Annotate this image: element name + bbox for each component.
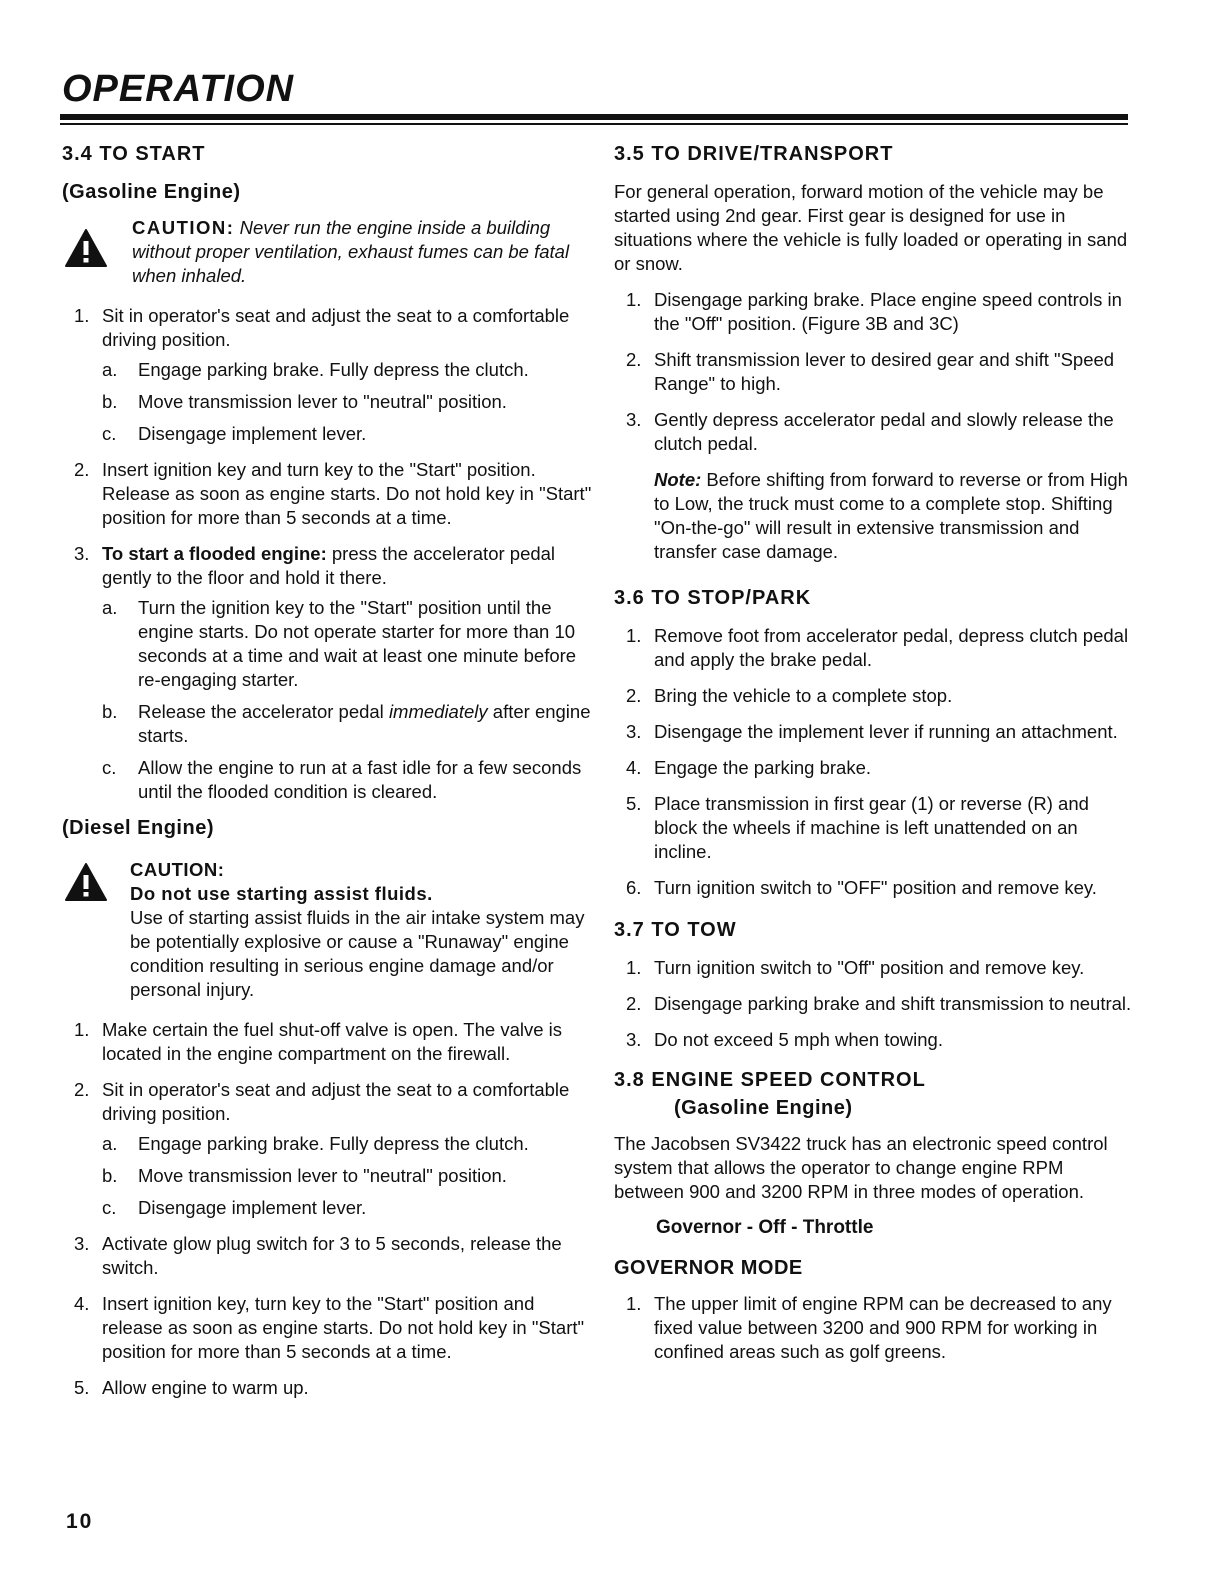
- drive-note: [614, 468, 1134, 564]
- list-item: [614, 624, 1134, 672]
- list-item: [614, 1292, 1134, 1364]
- step-text: Shift transmission lever to desired gear and shift "Speed Range" to high.: [654, 349, 1115, 394]
- step-text: Turn ignition switch to "Off" position and remove key.: [654, 957, 1085, 978]
- section-3-4-heading: 3.4 TO START: [62, 143, 206, 165]
- step-lead: To start a flooded engine:: [102, 543, 327, 564]
- step-text: Sit in operator's seat and adjust the seat to a comfortable driving position.: [102, 1079, 570, 1124]
- diesel-caution: [62, 858, 592, 1002]
- substep-text: Release the accelerator pedal: [138, 701, 389, 722]
- step-text: Do not exceed 5 mph when towing.: [654, 1029, 943, 1050]
- stop-steps: [614, 624, 1134, 900]
- step-text: Engage the parking brake.: [654, 757, 872, 778]
- step-text: Allow engine to warm up.: [102, 1377, 309, 1398]
- step-number: 1.: [626, 625, 642, 646]
- step-text: Activate glow plug switch for 3 to 5 seconds, release the switch.: [102, 1233, 562, 1278]
- list-item: [62, 1018, 592, 1066]
- step-number: 2.: [74, 459, 90, 480]
- list-item: [614, 792, 1134, 864]
- substep-text: Turn the ignition key to the "Start" position until the engine starts. Do not operate starter for more than 10 seconds at a time and wait at least one minute before re-engaging starter.: [138, 597, 577, 690]
- caution-label: CAUTION:: [130, 859, 225, 880]
- list-item: [102, 596, 592, 692]
- substep-letter: b.: [102, 391, 118, 412]
- section-3-8-heading: 3.8 ENGINE SPEED CONTROL: [614, 1069, 926, 1091]
- caution-text: Use of starting assist fluids in the air intake system may be potentially explosive or cause a "Runaway" engine condition resulting in serious engine damage and/or personal injury.: [130, 907, 585, 1000]
- step-text: The upper limit of engine RPM can be decreased to any fixed value between 3200 and 900 RPM for working in confined areas such as golf greens.: [654, 1293, 1112, 1362]
- list-item: [614, 992, 1134, 1016]
- step-text: Turn ignition switch to "OFF" position and remove key.: [654, 877, 1097, 898]
- list-item: [614, 720, 1134, 744]
- step-number: 1.: [626, 957, 642, 978]
- section-3-6-heading: 3.6 TO STOP/PARK: [614, 587, 812, 609]
- step-number: 4.: [74, 1293, 90, 1314]
- list-item: [102, 1132, 592, 1156]
- list-item: [62, 542, 592, 804]
- list-item: [614, 408, 1134, 456]
- page-number: 10: [66, 1510, 94, 1533]
- title-rule-thin: [60, 123, 1128, 125]
- list-item: [102, 390, 592, 414]
- left-column: [62, 142, 592, 1412]
- note-text: Before shifting from forward to reverse or from High to Low, the truck must come to a complete stop. Shifting "On-the-go" will result in extensive transmission and transfer case damage.: [654, 469, 1128, 562]
- speed-modes: Governor - Off - Throttle: [656, 1217, 874, 1238]
- list-item: [614, 348, 1134, 396]
- step-text: Disengage parking brake. Place engine speed controls in the "Off" position. (Figure 3B and 3C): [654, 289, 1122, 334]
- page-title: OPERATION: [62, 68, 295, 110]
- step-number: 2.: [74, 1079, 90, 1100]
- list-item: [102, 422, 592, 446]
- step-number: 3.: [74, 543, 90, 564]
- governor-steps: [614, 1292, 1134, 1364]
- substeps: [102, 1132, 592, 1220]
- substep-letter: b.: [102, 701, 118, 722]
- substep-letter: b.: [102, 1165, 118, 1186]
- step-text: Gently depress accelerator pedal and slowly release the clutch pedal.: [654, 409, 1114, 454]
- substep-text: Engage parking brake. Fully depress the clutch.: [138, 359, 529, 380]
- diesel-steps: [62, 1018, 592, 1400]
- substep-text: Disengage implement lever.: [138, 423, 367, 444]
- substep-letter: a.: [102, 1133, 118, 1154]
- substep-text: Engage parking brake. Fully depress the clutch.: [138, 1133, 529, 1154]
- step-text: Make certain the fuel shut-off valve is open. The valve is located in the engine compartment on the firewall.: [102, 1019, 563, 1064]
- gasoline-steps: [62, 304, 592, 804]
- step-text: Insert ignition key, turn key to the "Start" position and release as soon as engine starts. Do not hold key in "Start" position for more than 5 seconds at a time.: [102, 1293, 585, 1362]
- step-number: 2.: [626, 685, 642, 706]
- section-3-8-subheading: (Gasoline Engine): [674, 1097, 853, 1119]
- step-number: 1.: [626, 1293, 642, 1314]
- governor-mode-heading: GOVERNOR MODE: [614, 1257, 803, 1279]
- list-item: [62, 1376, 592, 1400]
- section-3-7-heading: 3.7 TO TOW: [614, 919, 737, 941]
- warning-triangle-icon: [64, 862, 108, 902]
- drive-steps: [614, 288, 1134, 456]
- list-item: [614, 956, 1134, 980]
- step-text: Remove foot from accelerator pedal, depress clutch pedal and apply the brake pedal.: [654, 625, 1129, 670]
- substep-text: Move transmission lever to "neutral" position.: [138, 1165, 507, 1186]
- substep-letter: a.: [102, 597, 118, 618]
- list-item: [102, 358, 592, 382]
- gasoline-engine-heading: (Gasoline Engine): [62, 181, 241, 203]
- step-number: 1.: [626, 289, 642, 310]
- right-column: [614, 142, 1134, 1376]
- note-label: Note:: [654, 469, 702, 490]
- step-text: Bring the vehicle to a complete stop.: [654, 685, 953, 706]
- list-item: [102, 1196, 592, 1220]
- step-number: 3.: [626, 721, 642, 742]
- step-number: 3.: [626, 409, 642, 430]
- tow-steps: [614, 956, 1134, 1052]
- substep-letter: a.: [102, 359, 118, 380]
- warning-triangle-icon: [64, 228, 108, 268]
- substep-letter: c.: [102, 1197, 117, 1218]
- list-item: [102, 700, 592, 748]
- step-text: Sit in operator's seat and adjust the seat to a comfortable driving position.: [102, 305, 570, 350]
- step-number: 6.: [626, 877, 642, 898]
- caution-label: CAUTION:: [132, 217, 235, 238]
- substep-letter: c.: [102, 423, 117, 444]
- step-number: 5.: [74, 1377, 90, 1398]
- step-number: 1.: [74, 1019, 90, 1040]
- step-text: Place transmission in first gear (1) or reverse (R) and block the wheels if machine is left unattended on an incline.: [654, 793, 1089, 862]
- step-number: 1.: [74, 305, 90, 326]
- substeps: [102, 358, 592, 446]
- substep-emphasis: immediately: [388, 701, 488, 722]
- step-number: 5.: [626, 793, 642, 814]
- list-item: [62, 304, 592, 446]
- gasoline-caution: [62, 216, 592, 288]
- section-3-8-intro: The Jacobsen SV3422 truck has an electronic speed control system that allows the operator to change engine RPM between 900 and 3200 RPM in three modes of operation.: [614, 1133, 1108, 1202]
- step-number: 3.: [74, 1233, 90, 1254]
- list-item: [614, 288, 1134, 336]
- substeps: [102, 596, 592, 804]
- list-item: [62, 1232, 592, 1280]
- section-3-5-intro: For general operation, forward motion of the vehicle may be started using 2nd gear. First gear is designed for use in situations where the vehicle is fully loaded or operating in sand or snow.: [614, 181, 1128, 274]
- step-text: Disengage parking brake and shift transmission to neutral.: [654, 993, 1132, 1014]
- list-item: [102, 756, 592, 804]
- step-number: 4.: [626, 757, 642, 778]
- substep-text: Move transmission lever to "neutral" position.: [138, 391, 507, 412]
- list-item: [62, 458, 592, 530]
- list-item: [62, 1292, 592, 1364]
- list-item: [62, 1078, 592, 1220]
- list-item: [614, 684, 1134, 708]
- step-number: 3.: [626, 1029, 642, 1050]
- step-text: press the accelerator pedal gently to the floor and hold it there.: [102, 543, 556, 588]
- substep-text-after: after engine starts.: [138, 701, 591, 746]
- substep-text: Disengage implement lever.: [138, 1197, 367, 1218]
- diesel-engine-heading: (Diesel Engine): [62, 817, 214, 839]
- substep-letter: c.: [102, 757, 117, 778]
- caution-text: Never run the engine inside a building without proper ventilation, exhaust fumes can be fatal when inhaled.: [132, 217, 570, 286]
- section-3-5-heading: 3.5 TO DRIVE/TRANSPORT: [614, 143, 894, 165]
- step-text: Insert ignition key and turn key to the "Start" position. Release as soon as engine starts. Do not hold key in "Start" position for more than 5 seconds at a time.: [102, 459, 592, 528]
- list-item: [614, 1028, 1134, 1052]
- title-rule-thick: [60, 114, 1128, 120]
- list-item: [102, 1164, 592, 1188]
- list-item: [614, 876, 1134, 900]
- caution-warning: Do not use starting assist fluids.: [130, 883, 433, 904]
- step-number: 2.: [626, 349, 642, 370]
- list-item: [614, 756, 1134, 780]
- step-text: Disengage the implement lever if running an attachment.: [654, 721, 1118, 742]
- step-number: 2.: [626, 993, 642, 1014]
- substep-text: Allow the engine to run at a fast idle for a few seconds until the flooded condition is cleared.: [138, 757, 582, 802]
